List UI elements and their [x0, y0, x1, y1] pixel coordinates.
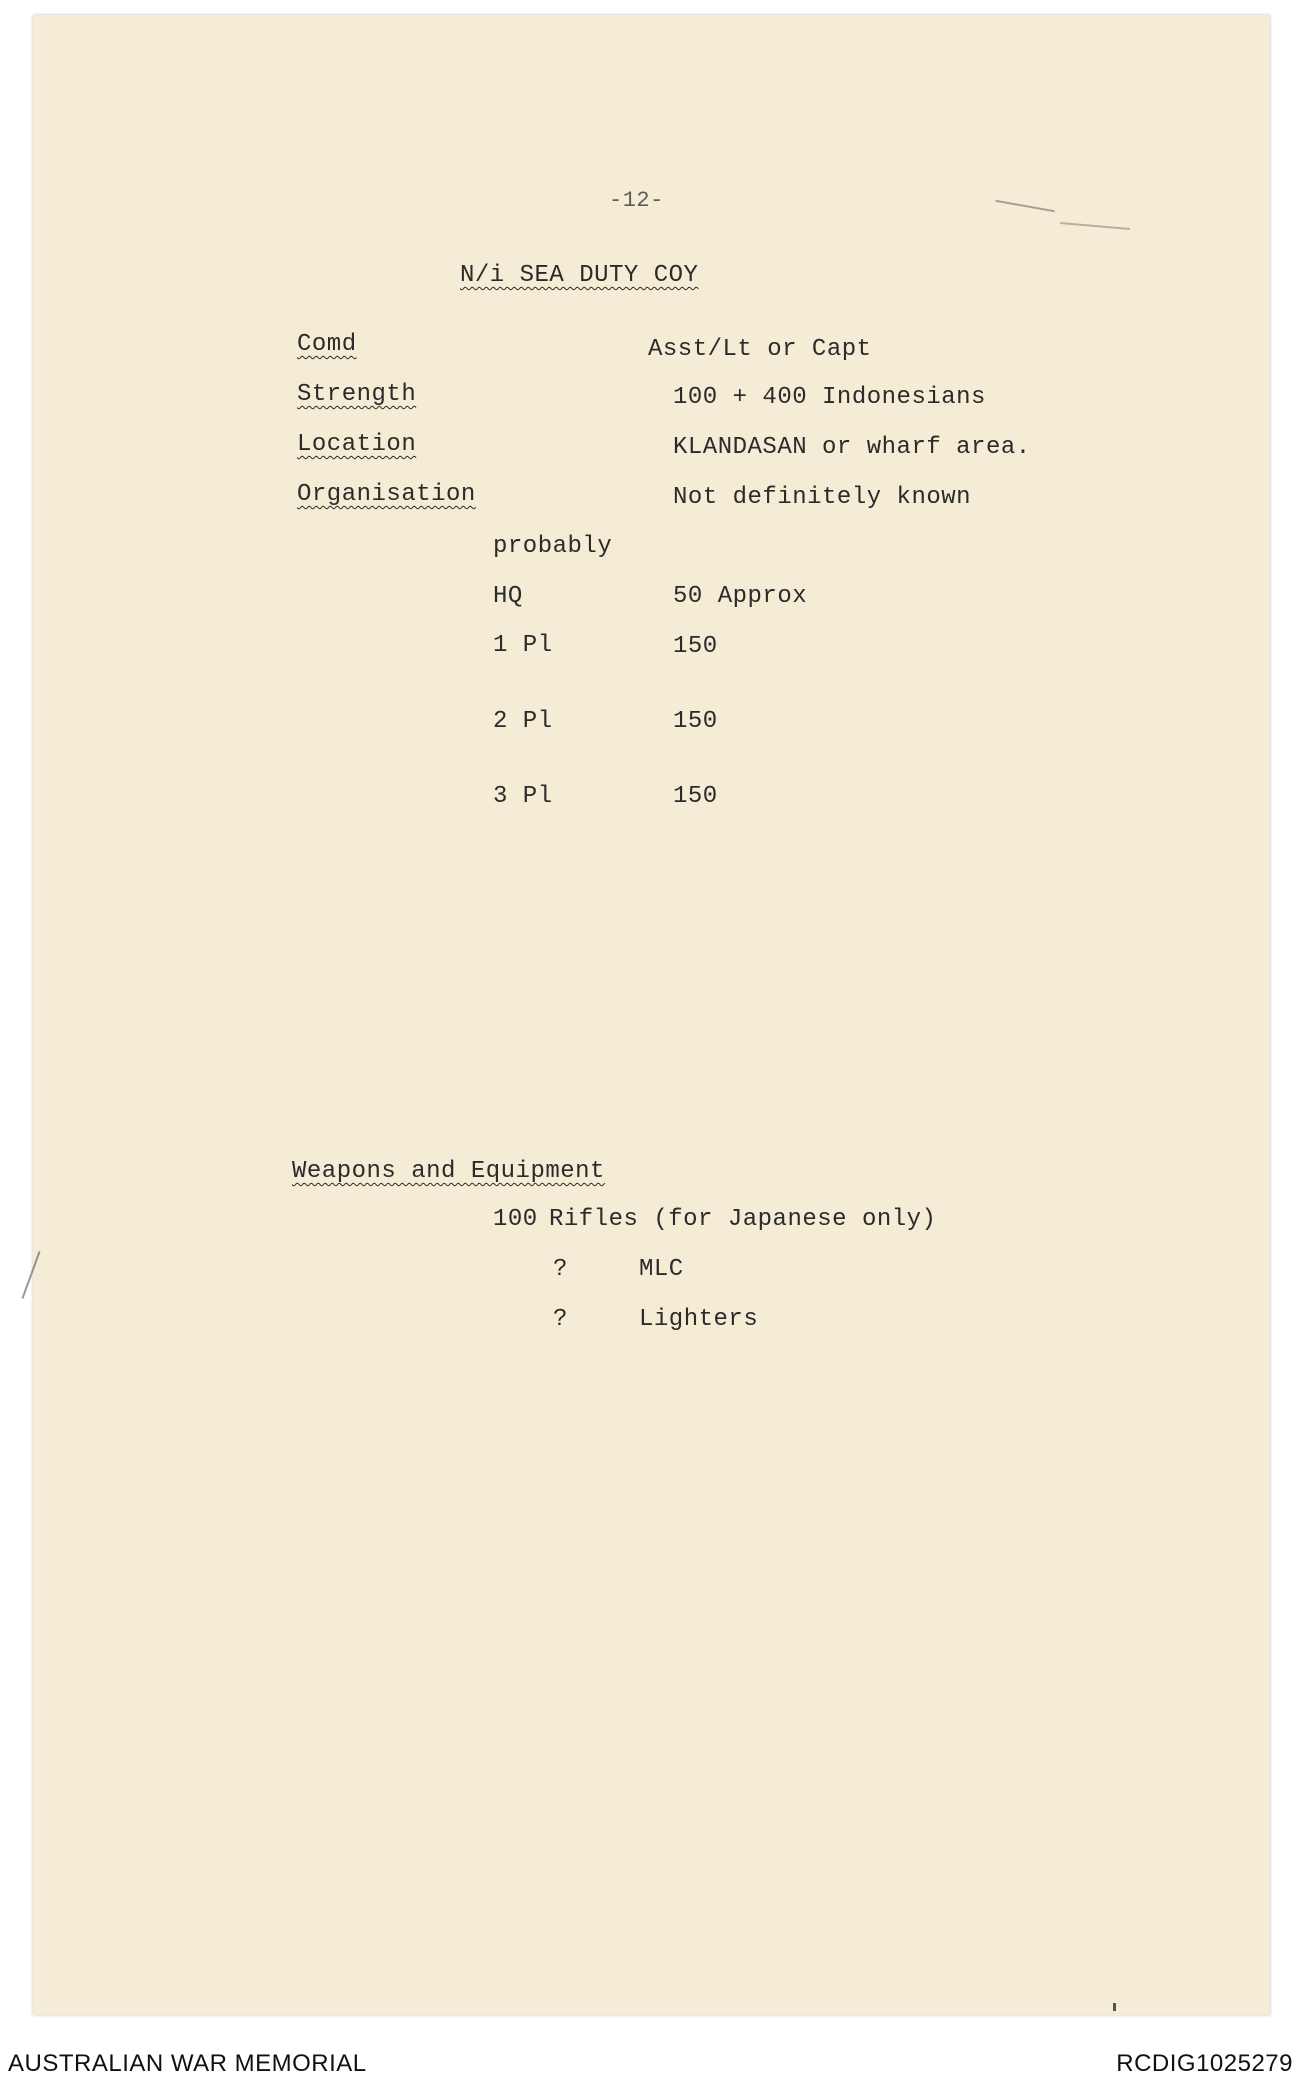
- unit-1pl-count: 150: [673, 633, 718, 660]
- unit-hq-count: 50 Approx: [673, 583, 808, 610]
- weapon-item: Rifles (for Japanese only): [549, 1206, 937, 1233]
- unit-1pl-label: 1 Pl: [493, 632, 553, 659]
- comd-label: Comd: [297, 331, 357, 358]
- document-title: N/i SEA DUTY COY: [460, 262, 699, 289]
- weapon-item: MLC: [639, 1256, 684, 1283]
- unit-2pl-count: 150: [673, 708, 718, 735]
- comd-value: Asst/Lt or Capt: [648, 336, 872, 363]
- ink-mark: [1113, 2003, 1116, 2011]
- footer-image-id: RCDIG1025279: [1116, 2050, 1293, 2077]
- location-label: Location: [297, 431, 417, 458]
- unit-3pl-label: 3 Pl: [493, 783, 553, 810]
- weapon-qty: ?: [553, 1306, 568, 1333]
- organisation-value: Not definitely known: [673, 484, 972, 511]
- location-value: KLANDASAN or wharf area.: [673, 434, 1031, 461]
- unit-3pl-count: 150: [673, 783, 718, 810]
- page-number: -12-: [609, 188, 664, 213]
- strength-label: Strength: [297, 381, 417, 408]
- weapon-qty: ?: [553, 1256, 568, 1283]
- weapon-qty: 100: [493, 1206, 538, 1233]
- strength-value: 100 + 400 Indonesians: [673, 384, 986, 411]
- weapon-item: Lighters: [639, 1306, 759, 1333]
- footer-source-label: AUSTRALIAN WAR MEMORIAL: [8, 2050, 367, 2077]
- unit-2pl-label: 2 Pl: [493, 708, 553, 735]
- document-page: [33, 15, 1270, 2015]
- organisation-label: Organisation: [297, 481, 476, 508]
- weapons-heading: Weapons and Equipment: [292, 1158, 605, 1185]
- unit-hq-label: HQ: [493, 583, 523, 610]
- organisation-qualifier: probably: [493, 533, 613, 560]
